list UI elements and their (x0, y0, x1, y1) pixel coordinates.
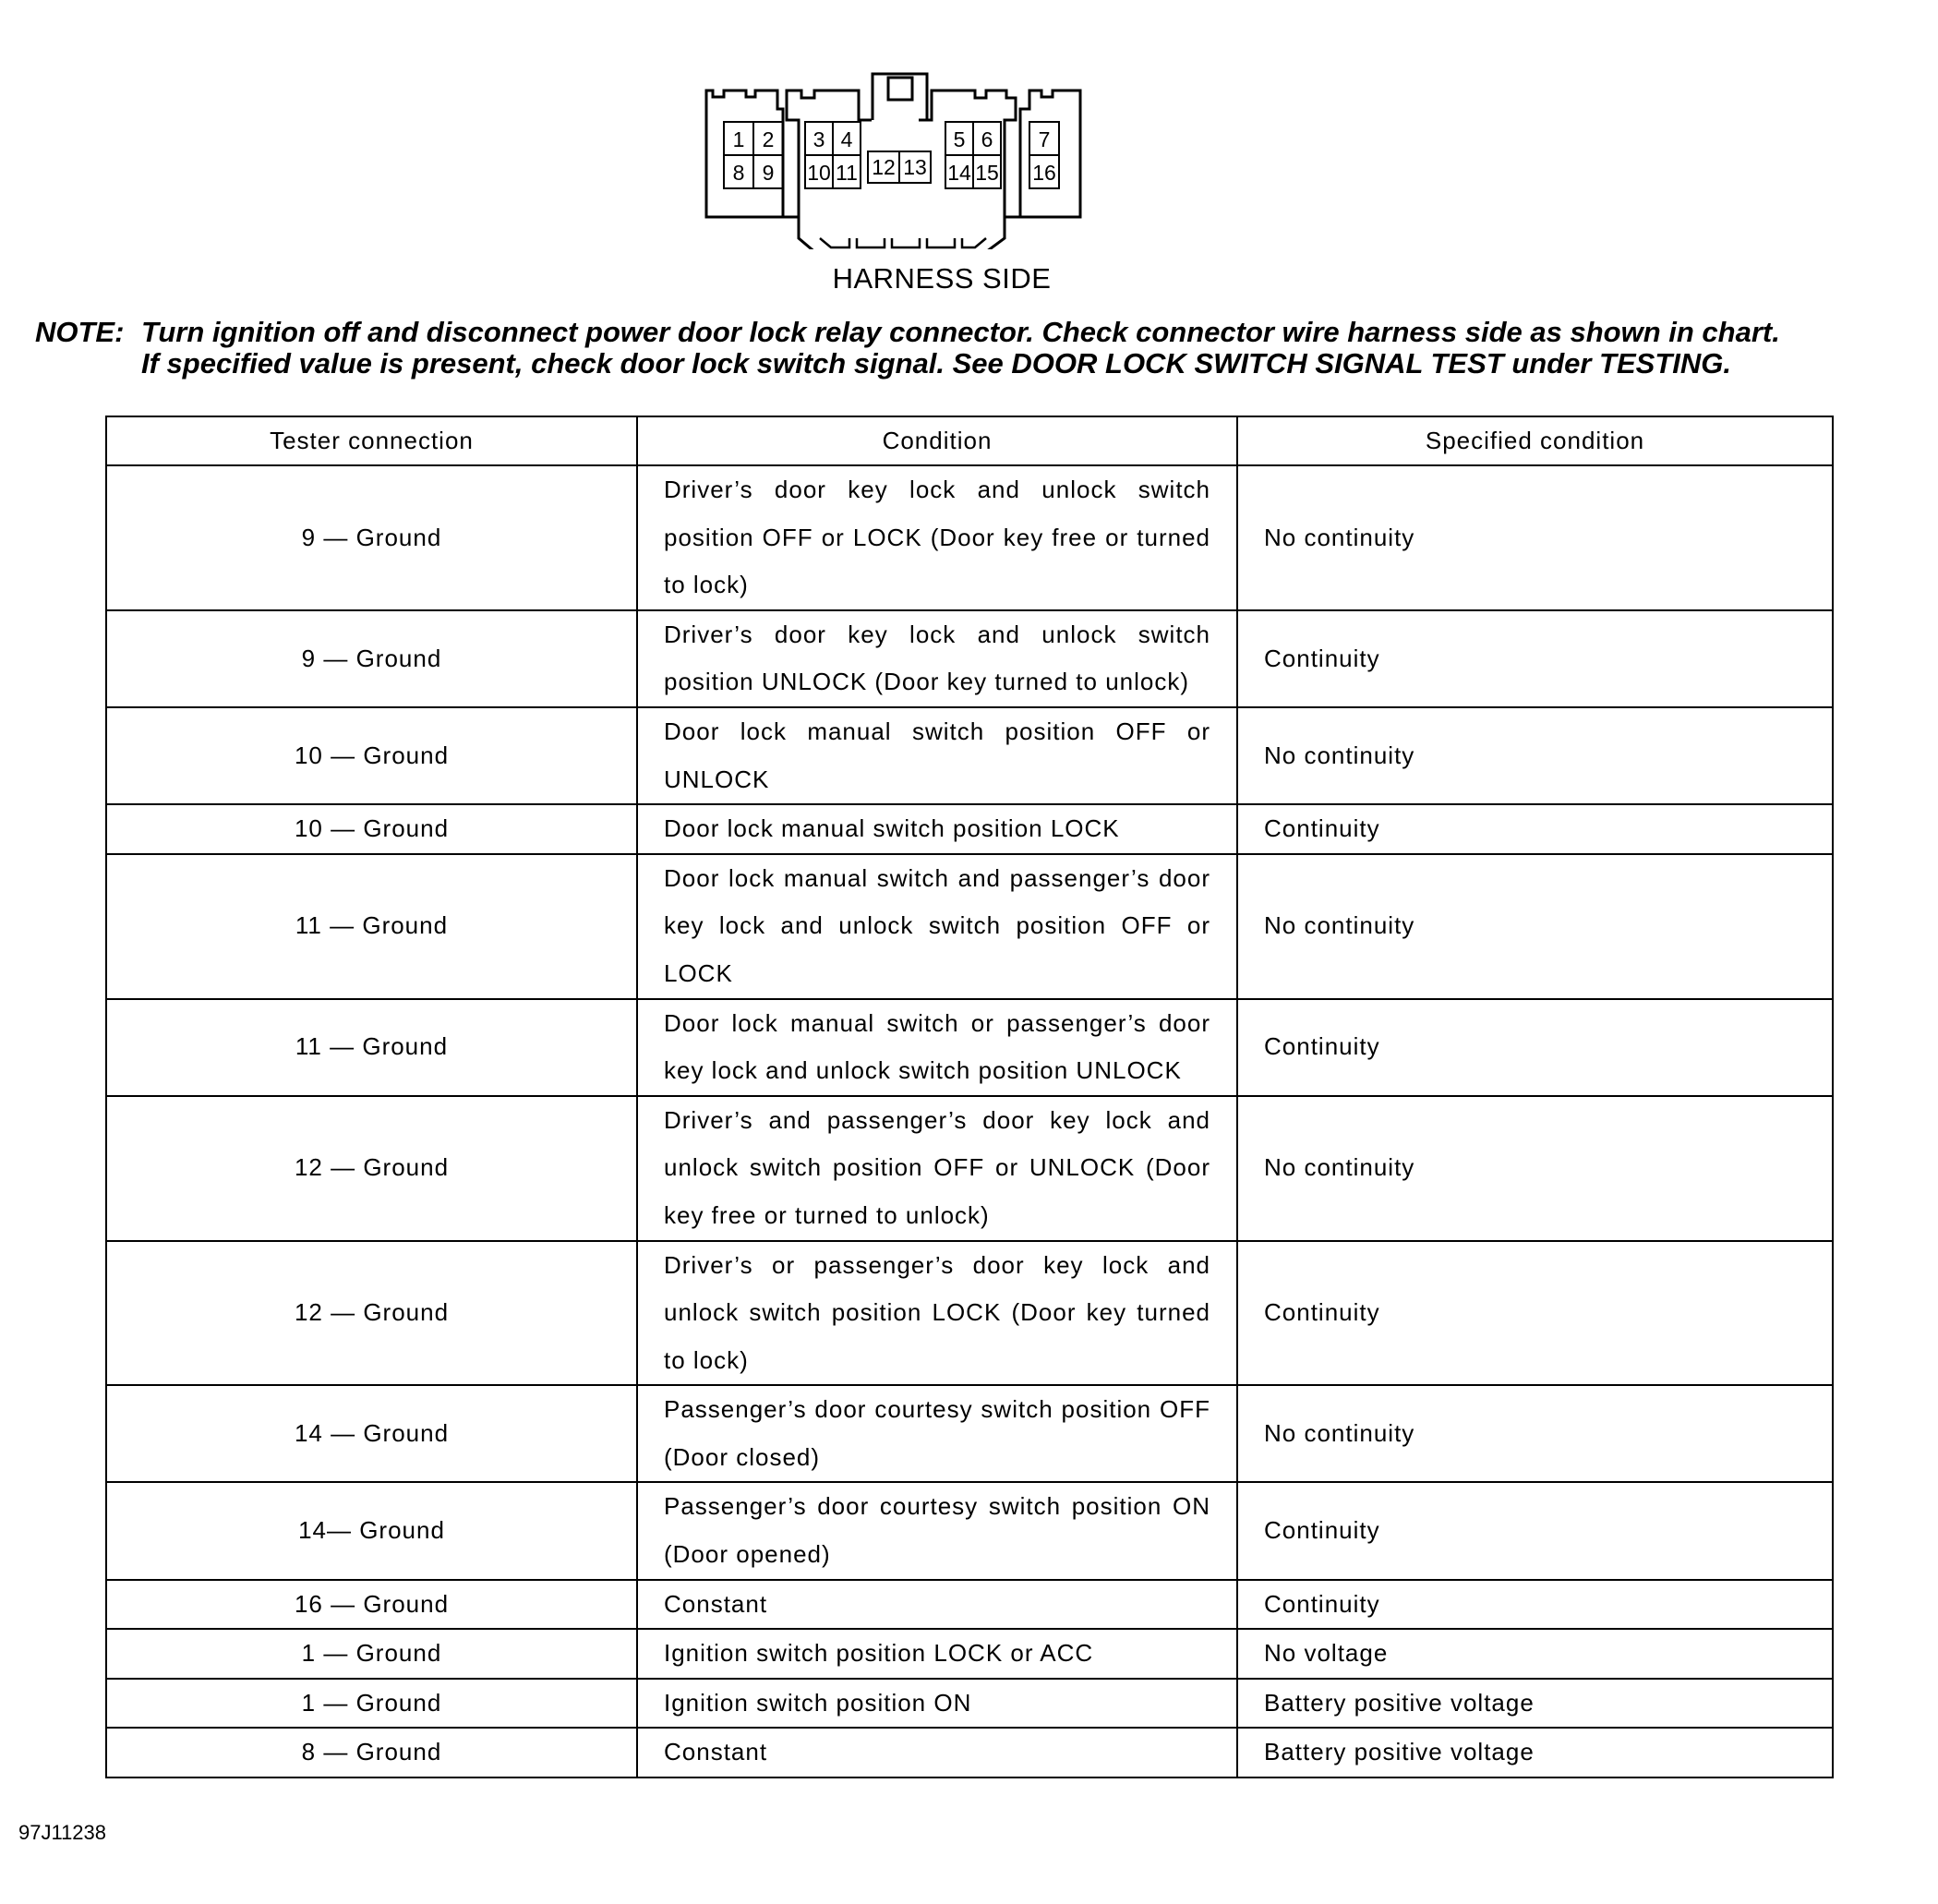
tester-connection-cell: 16 — Ground (106, 1580, 637, 1630)
table-row (106, 854, 1833, 999)
condition-cell: Driver’s door key lock and unlock switch position UNLOCK (Door key turned to unlock) (637, 610, 1237, 707)
tester-connection-cell: 14 — Ground (106, 1385, 637, 1482)
specified-condition-cell: Continuity (1237, 1580, 1833, 1630)
connector-housing-left (706, 90, 783, 217)
table-row (106, 999, 1833, 1096)
condition-cell: Passenger’s door courtesy switch position OFF (Door closed) (637, 1385, 1237, 1482)
table-header-row (106, 416, 1833, 465)
table-body (106, 465, 1833, 1777)
condition-cell: Driver’s door key lock and unlock switch position OFF or LOCK (Door key free or turned to lock) (637, 465, 1237, 610)
connector-ribs (820, 238, 986, 247)
specified-condition-cell: Continuity (1237, 1241, 1833, 1386)
note-line-1: Turn ignition off and disconnect power door lock relay connector. Check connector wire harness side as shown in chart. (141, 316, 1780, 348)
specified-condition-cell: No continuity (1237, 1096, 1833, 1241)
tester-connection-cell: 9 — Ground (106, 465, 637, 610)
header-tester-connection: Tester connection (106, 416, 637, 465)
connector-diagram (702, 65, 1136, 249)
specified-condition-cell: No continuity (1237, 707, 1833, 804)
tester-connection-cell: 10 — Ground (106, 707, 637, 804)
tester-connection-cell: 12 — Ground (106, 1241, 637, 1386)
condition-cell: Driver’s or passenger’s door key lock and unlock switch position LOCK (Door key turned to lock) (637, 1241, 1237, 1386)
specified-condition-cell: No voltage (1237, 1629, 1833, 1679)
tester-connection-cell: 12 — Ground (106, 1096, 637, 1241)
tester-connection-cell: 9 — Ground (106, 610, 637, 707)
condition-cell: Door lock manual switch and passenger’s door key lock and unlock switch position OFF or LOCK (637, 854, 1237, 999)
connector-bottom-rim (799, 217, 1005, 249)
pin-6: 6 (981, 127, 993, 151)
condition-cell: Constant (637, 1728, 1237, 1777)
pin-7: 7 (1038, 127, 1051, 151)
pin-3: 3 (813, 127, 825, 151)
table-row (106, 610, 1833, 707)
pin-12: 12 (872, 155, 896, 179)
specified-condition-cell: Continuity (1237, 610, 1833, 707)
condition-cell: Passenger’s door courtesy switch position ON (Door opened) (637, 1482, 1237, 1579)
specified-condition-cell: No continuity (1237, 1385, 1833, 1482)
specified-condition-cell: No continuity (1237, 854, 1833, 999)
table-row (106, 707, 1833, 804)
table-row (106, 1096, 1833, 1241)
table-row (106, 804, 1833, 854)
note-line-2: If specified value is present, check door lock switch signal. See DOOR LOCK SWITCH SIGNAL TEST under TESTING. (141, 347, 1731, 380)
specified-condition-cell: No continuity (1237, 465, 1833, 610)
table-row (106, 465, 1833, 610)
pin-5: 5 (953, 127, 966, 151)
table-row (106, 1385, 1833, 1482)
table-row (106, 1580, 1833, 1630)
tester-connection-cell: 10 — Ground (106, 804, 637, 854)
pin-10: 10 (807, 161, 831, 185)
tester-connection-cell: 8 — Ground (106, 1728, 637, 1777)
condition-cell: Ignition switch position ON (637, 1679, 1237, 1729)
condition-cell: Door lock manual switch position LOCK (637, 804, 1237, 854)
tester-connection-cell: 14— Ground (106, 1482, 637, 1579)
pin-16: 16 (1032, 161, 1056, 185)
condition-cell: Door lock manual switch position OFF or UNLOCK (637, 707, 1237, 804)
pin-4: 4 (840, 127, 853, 151)
pin-13: 13 (903, 155, 927, 179)
table-row (106, 1679, 1833, 1729)
pin-1: 1 (732, 127, 745, 151)
continuity-spec-table (105, 416, 1834, 1778)
table-row (106, 1482, 1833, 1579)
table-row (106, 1241, 1833, 1386)
tester-connection-cell: 1 — Ground (106, 1629, 637, 1679)
specified-condition-cell: Battery positive voltage (1237, 1679, 1833, 1729)
specified-condition-cell: Continuity (1237, 999, 1833, 1096)
condition-cell: Door lock manual switch or passenger’s door key lock and unlock switch position UNLOCK (637, 999, 1237, 1096)
pin-2: 2 (762, 127, 775, 151)
table-row (106, 1728, 1833, 1777)
pin-14: 14 (947, 161, 971, 185)
note-lead: NOTE: (35, 316, 125, 348)
pin-11: 11 (836, 161, 858, 185)
connector-housing-center (787, 90, 1016, 217)
header-condition: Condition (637, 416, 1237, 465)
harness-side-label: HARNESS SIDE (832, 262, 1052, 295)
specified-condition-cell: Continuity (1237, 1482, 1833, 1579)
pin-8: 8 (732, 161, 745, 185)
specified-condition-cell: Battery positive voltage (1237, 1728, 1833, 1777)
condition-cell: Ignition switch position LOCK or ACC (637, 1629, 1237, 1679)
specified-condition-cell: Continuity (1237, 804, 1833, 854)
header-specified-condition: Specified condition (1237, 416, 1833, 465)
pin-9: 9 (762, 161, 775, 185)
connector-latch-window (888, 78, 912, 100)
figure-id: 97J11238 (18, 1821, 107, 1844)
connector-latch (873, 74, 927, 120)
tester-connection-cell: 11 — Ground (106, 999, 637, 1096)
condition-cell: Driver’s and passenger’s door key lock and unlock switch position OFF or UNLOCK (Door key free or turned to unlock) (637, 1096, 1237, 1241)
note-block (35, 317, 1919, 380)
tester-connection-cell: 11 — Ground (106, 854, 637, 999)
condition-cell: Constant (637, 1580, 1237, 1630)
pin-15: 15 (975, 161, 999, 185)
tester-connection-cell: 1 — Ground (106, 1679, 637, 1729)
table-row (106, 1629, 1833, 1679)
